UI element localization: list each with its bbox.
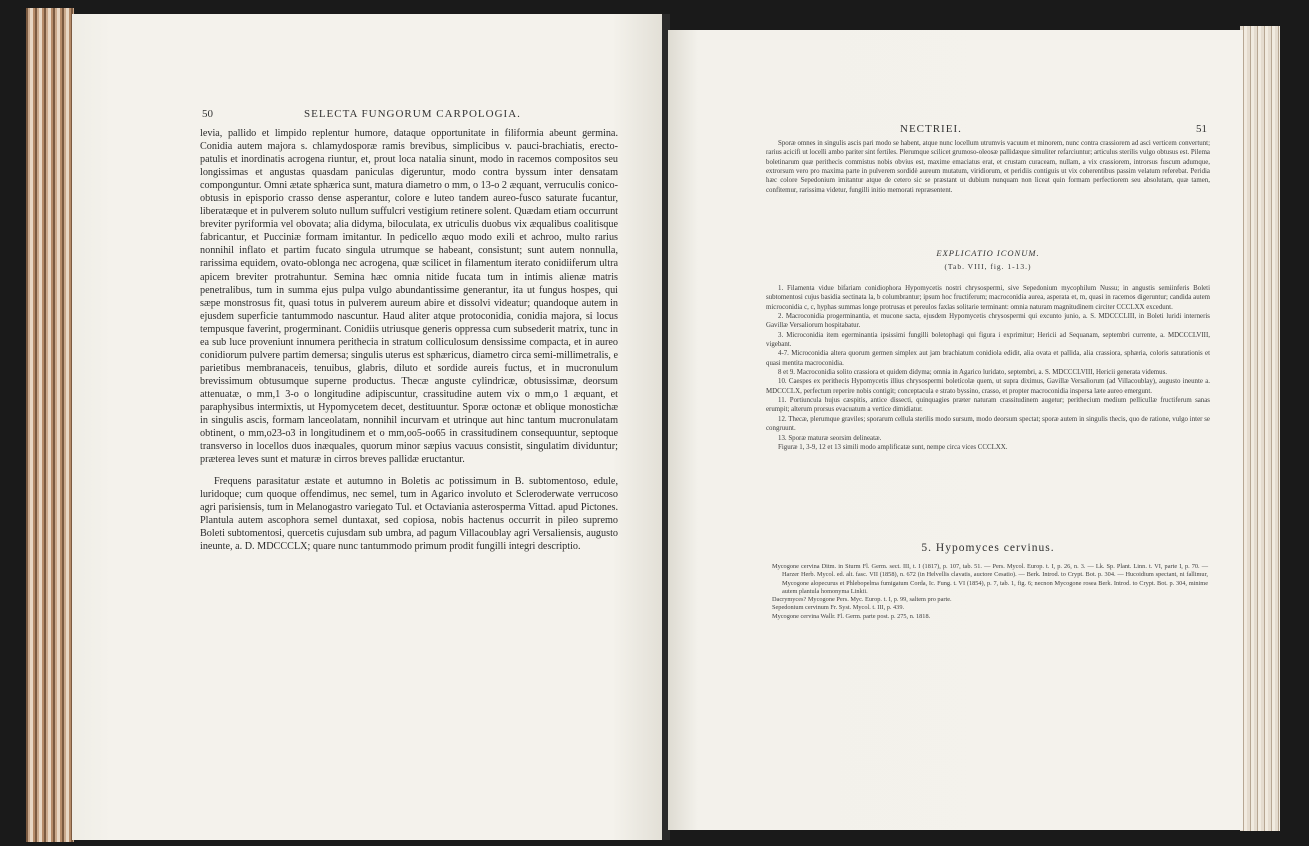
reference-entry: Mycogone cervina Wallr. Fl. Germ. parte post. p. 275, n. 1818. [772,612,931,620]
explicatio-title: EXPLICATIO ICONUM. [936,248,1040,258]
figure-note: 1. Filamenta vidue bifariam conidiophora Hypomycetis nostri chrysospermi, sive Sepedonium mycophilum Nussu; in angustis semiinferis Boleti subtomentosi cujus basidia sectinata la, b columbrantur; ipsum hoc fructiferum; macroconidia aurea, asperata et, m, quasi in racemos digeruntur; candida autem microconidia c, c, hyphas summas longe protrusas et pereulos faxlas solitarie terminant: omnia naturam magnitudinem circiter CCCLXX excedunt. [766,285,1210,311]
reference-entry: Mycogone cervina Ditm. in Sturm Fl. Germ. sect. III, t. I (1817), p. 107, tab. 51. — Pers. Mycol. Europ. t. I, p. 26, n. 3. — Lk. Sp. Plant. Linn. t. VI, parte I, p. 70. — Harzer Herb. Mycol. ed. alt. fasc. VII (1858), n. 672 (in Helvellis clavatis, auctore Cesatio). — Berk. Introd. to Crypt. Bot. p. 304. — Hucoidium spectant, ni fallimur, Mycogone alopecurus et Phlebopelma fumigatum Corda, Ic. Fung. t. VI (1854), p. 7, tab. 1, fig. 6; necnon Mycogone rosea Berk. Introd. to Crypt. Bot. p. 304, minime autem plantula homonyma Linkii. [772,563,1208,595]
figure-note: Figuræ 1, 3-9, 12 et 13 simili modo amplificatæ sunt, nempe circa vices CCCLXX. [778,443,1008,451]
figure-note: 4-7. Microconidia altera quorum germen simplex aut jam brachiatum conidiola edidit, alia ovata et pallida, alia crassiora, sphæria, coloris saturationis et quasi mentita macroconidia. [766,350,1210,367]
left-page-stack-edge [26,8,74,842]
figure-note: 8 et 9. Macroconidia solito crassiora et quidem didyma; omnia in Agarico luridato, septembri, a. S. MDCCCLVIII, Hericii generata videmus. [778,369,1167,377]
right-intro-text [766,139,1210,195]
right-page-number: 51 [1196,123,1207,135]
reference-entry: Sepedonium cervinum Fr. Syst. Mycol. t. III, p. 439. [772,604,905,612]
figure-notes [766,284,1210,452]
right-running-head: NECTRIEI. [900,123,962,135]
left-page [72,14,664,840]
species-heading: 5. Hypomyces cervinus. [921,542,1055,554]
left-body-text [200,127,618,554]
figure-note: 3. Microconidia item egerminantia ipsissimi fungilli boletophagi qui figura i exprimitur; Hericii ad Sequanam, septembri currente, a. MDCCCLVIII, vigebant. [766,331,1210,349]
figure-note: 12. Thecæ, plerumque graviles; sporarum cellula sterilis modo sursum, modo deorsum spectat; sporæ autem in singulis thecis, quo de ratione, vulgo inter se congruunt. [766,415,1210,433]
left-paragraph-2: Frequens parasitatur æstate et autumno in Boletis ac potissimum in B. subtomentoso, edule, luridoque; cum quoque offendimus, nec semel, tum in Agarico involuto et Scleroderwate verrucoso agri parisiensis, tum in Melanogastro variegato Tul. et Octaviania asterosperma Vittad. apud Pictones. Plantula autem ascophora semel duntaxat, sed copiosa, nobis hactenus occurrit in pileo supremo Boleti subtomentosi, quercetis cujusdam sub umbra, ad pagum Villacoublay agri Versaliensis, augusto ineunte, a. D. MDCCCLX; quare nunc tantummodo primum prodit fungilli integri descriptio. [200,476,618,553]
figure-note: 11. Portiuncula hujus cæspitis, antice dissecti, quinquagies præter naturam crassitudinem augetur; perithecium medium pellicullæ fructiferum sanas erumpit; alterum prorsus evacuatum a vertice dimidiatur. [766,397,1210,414]
left-page-number: 50 [202,108,213,120]
figure-note: 13. Sporæ maturæ seorsim delineatæ. [778,434,882,442]
right-intro-paragraph: Sporæ omnes in singulis ascis pari modo se habent, atque nunc locellum utrumvis vacuum et minorem, nunc contra crassiorem ad asci verticem convertunt; rarius acicifi ut locelli ambo pariter sint fertiles. Plerumque scilicet grumoso-oleosæ pallidæque simuliter refarciuntur; articulus sterilis vulgo obtusus est. Pilema boletinarum quæ perithecis commistus nobis obvius est, maxime emaciatus erat, et crustam curaceam, nullam, a vix crassiorem, introrsus fuscum adumque, extrorsum vero pro maxima parte in pulverem sordidè aureum mutatum, viridiorum, et peridiis contiguis ut vix coherentibus passim velatum referebat. Peridia hæc colore Sepedonium imitantur atque de cetero sic se præstant ut dubium nunquam non liceat quin formam perfectiorem seu absolutam, quæ tamen, confitemur, rarissima videtur, fungilli initio memorati repræsentent. [766,140,1210,194]
right-page-stack-edge [1240,26,1280,831]
figure-note: 10. Caespes ex perithecis Hypomycetis illius chrysospermi boletícolæ quem, ut supra diximus, Gavillæ Versaliorum (ad Villacoublay), augusto ineunte a. MDCCCLX, perfectum reperire nobis contigit; conceptacula e strato byssino, crasso, et propter macroconidia inspersa læte aureo emergunt. [766,378,1210,395]
left-running-head: SELECTA FUNGORUM CARPOLOGIA. [304,108,521,120]
synonymy-references [772,563,1208,621]
plate-reference: (Tab. VIII, fig. 1-13.) [944,262,1032,271]
reference-entry: Dacrymyces? Mycogone Pers. Myc. Europ. t. I, p. 99, saltem pro parte. [772,596,952,603]
left-paragraph-1: levia, pallido et limpido replentur humore, dataque opportunitate in filiformia abeunt germina. Conidia autem majora s. chlamydosporæ ramis brevibus, simplicibus v. pauci-brachiatis, erecto-patulis et inordinatis acrogena riuntur, et, prout loca natalia sinunt, modo in racemos compositos seu longissimas et angustas quasdam paniculas digeruntur, modo contra byssum inter densatam componguntur. Omni ætate sphærica sunt, matura diametro o mm, o 13-o 2 æquant, verruculis conico-obtusis in episporio crasso dense asperantur, colore e luteo tandem aureo-fusco saturate fucantur, liberatæque et in pulverem soluto nullum suffulcri vestigium retinere solent. Quædam etiam occurrunt breviter pyriformia vel obovata; alia didyma, biloculata, ex utriculis duobus vix æqualibus coalitisque fabricantur, et Pucciniæ formam imitantur. In pedicello æquo modo exili et achroo, multo rarius nonnihil inflato et partim fucato singula utrumque se habeant, consistunt; sunt autem nonnulla, rarissima equidem, ovato-oblonga nec acrogena, quæ scilicet in filamentum iterato conidiiferum ultra apicem breviter protrahuntur. Semina hæc omnia nitide fucata tum in intimis alienæ matris penetralibus, tum in summa ejus pulpa vulgo abundantissime generantur, ita ut fungus hospes, qui sæpe monstrosus fit, quasi totus in pulverem aureum abire et dissolvi videatur; quandoque autem in ejusdem superficie tantummodo nascuntur. Haud aliter atque protoconidia, conidia majora, si locus tempusque faverint, progerminant. Conidiis utriusque generis oppressa cum subsederit matrix, tunc in ea sub luce proveniunt innumera perithecia in stratum colliculosum densissime compacta, et in aureo conidiorum pulvere partim demersa; singulis uterus est sphæricus, diametro circa semi-millimetralis, e parietibus membranaceis, tenuibus, glabris, diluto et sordide aureis fuctus, et in mucronulum brevissimum obtusumque superne productus. Thecæ anguste cylindricæ, obtusissimæ, deorsum attenuatæ, o mm,1 3-o o longitudine adipiscuntur, crassitudine autem vix o mm,o 1 æquant, et paraphysibus intermixtis, ut Hypomycetem decet, destituuntur. Sporæ octonæ et oblique monostichæ in singulis ascis, formam lanceolatam, nonnihil incurvam et utrinque aut hinc tantum mucronulatam obtinent, o mm,o23-o3 in longitudinem et o mm,oo5-oo65 in crassitudinem consequuntur, septoque transverso in locellos duos inæquales, quorum minor sæpius vacuus consistit, singulatim dividuntur; præterea leves sunt et maturæ in cirros breves pallidæ eructantur. [200,128,618,466]
figure-note: 2. Macroconidia progerminantia, et mucone sacta, ejusdem Hypomycetis chrysospermi qui excunto junio, a. S. MDCCCLIII, in Boleti luridi interneris Gavillæ Versaliorum hospitabatur. [766,313,1210,330]
right-page [668,30,1243,830]
